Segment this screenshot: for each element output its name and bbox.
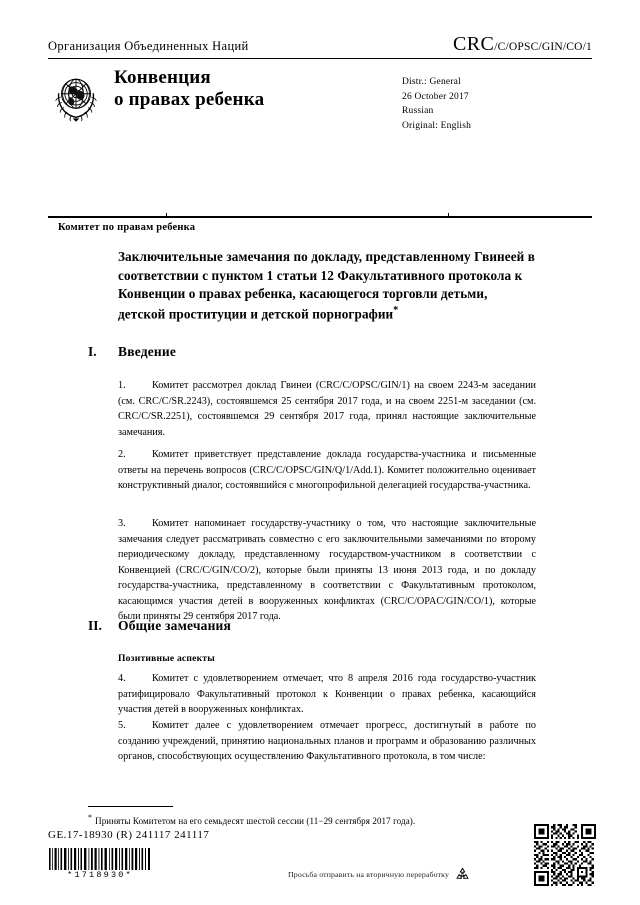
title-footnote-marker: * [393,305,399,317]
section-number: II. [88,618,102,633]
committee-name: Комитет по правам ребенка [58,222,196,233]
recycle-icon [454,866,471,883]
distribution-block [402,66,592,134]
footnote-marker: * [88,813,93,822]
convention-title-line2: о правах ребенка [114,89,265,111]
paragraph-2 [118,447,536,494]
section-heading-general-observations [88,618,558,634]
section-label: Общие замечания [118,618,232,633]
distribution-type: Distr.: General [402,77,461,87]
subheading-positive-aspects: Позитивные аспекты [118,653,215,664]
paragraph-5 [118,718,536,765]
page-title-text: Заключительные замечания по докладу, представленному Гвинеей в соответствии с пунктом 1 статьи 12 Факультативного протокола к Конвенции о правах ребенка, касающегося торговли детьми, детской проституции и детской порнографии [118,249,535,322]
paragraph-number: 2. [118,449,126,460]
paragraph-number: 5. [118,720,126,731]
header-separator-line [48,216,592,218]
masthead-row [48,34,592,54]
paragraph-1 [118,378,536,440]
convention-block [48,66,592,134]
convention-title [114,66,394,112]
document-code: GE.17-18930 (R) 241117 241117 [48,829,210,841]
separator-tick-left [166,213,167,217]
section-heading-introduction [88,344,558,360]
page-title [118,248,538,324]
masthead [48,34,592,54]
masthead-divider [48,58,592,59]
section-number: I. [88,344,97,359]
distribution-original: Original: English [402,121,472,132]
separator-tick-right [448,213,449,217]
distribution-language: Russian [402,106,434,117]
qr-code [534,824,596,886]
paragraph-text: Комитет приветствует представление доклада государства-участника и письменные ответы на перечень вопросов (CRC/C/OPSC/GIN/Q/1/Add.1). Комитет положительно оценивает конструктивный диалог, состоявшийся с многопрофильной делегацией государства-участника. [118,449,536,491]
recycle-note-text: Просьба отправить на вторичную переработку [288,870,450,879]
paragraph-number: 3. [118,518,126,529]
paragraph-number: 4. [118,673,126,684]
footnote [88,812,538,828]
distribution-date: 26 October 2017 [402,91,469,102]
paragraph-4 [118,671,536,718]
footnote-divider [88,806,173,807]
paragraph-text: Комитет с удовлетворением отмечает, что 8 апреля 2016 года государство-участник ратифицировало Факультативный протокол к Конвенции о правах ребенка, касающийся участия детей в вооруженных конфликтах. [118,673,536,715]
paragraph-number: 1. [118,380,126,391]
convention-title-line1: Конвенция [114,67,211,88]
section-label: Введение [118,344,177,359]
organization-name: Организация Объединенных Наций [48,39,249,54]
barcode-text: *1718930* [67,870,133,880]
document-symbol [453,34,592,54]
paragraph-3 [118,516,536,625]
paragraph-text: Комитет напоминает государству-участнику о том, что настоящие заключительные замечания следует рассматривать совместно с его заключительными замечаниями по второму периодическому докладу, представленному государством-участником в соответствии с Конвенцией (CRC/C/GIN/CO/2), которые были приняты 13 июня 2013 года, и по докладу государства-участника, представленному в соответствии с Факультативным протоколом, касающимся участия детей в вооруженных конфликтах (CRC/C/OPAC/GIN/CO/1), которые были приняты 29 сентября 2017 года. [118,518,536,622]
header-separator [48,213,592,221]
barcode [48,848,152,870]
paragraph-text: Комитет далее с удовлетворением отмечает прогресс, достигнутый в работе по созданию учреждений, принятию национальных планов и программ и образованию различных органов, способствующих осуществлению Факультативного протокола, в том числе: [118,720,536,762]
document-symbol-prefix: CRC [452,33,495,55]
un-emblem-icon [48,68,104,124]
paragraph-text: Комитет рассмотрел доклад Гвинеи (CRC/C/OPSC/GIN/1) на своем 2243-м заседании (см. CRC/C/SR.2243), состоявшемся 25 сентября 2017 года, и на своем 2251-м заседании (см. CRC/C/SR.2251), состоявшемся 29 сентября 2017 года, принял настоящие заключительные замечания. [118,380,536,438]
recycle-note [288,866,471,883]
footnote-text: Приняты Комитетом на его семьдесят шестой сессии (11−29 сентября 2017 года). [95,816,416,826]
document-symbol-suffix: /C/OPSC/GIN/CO/1 [494,41,592,53]
